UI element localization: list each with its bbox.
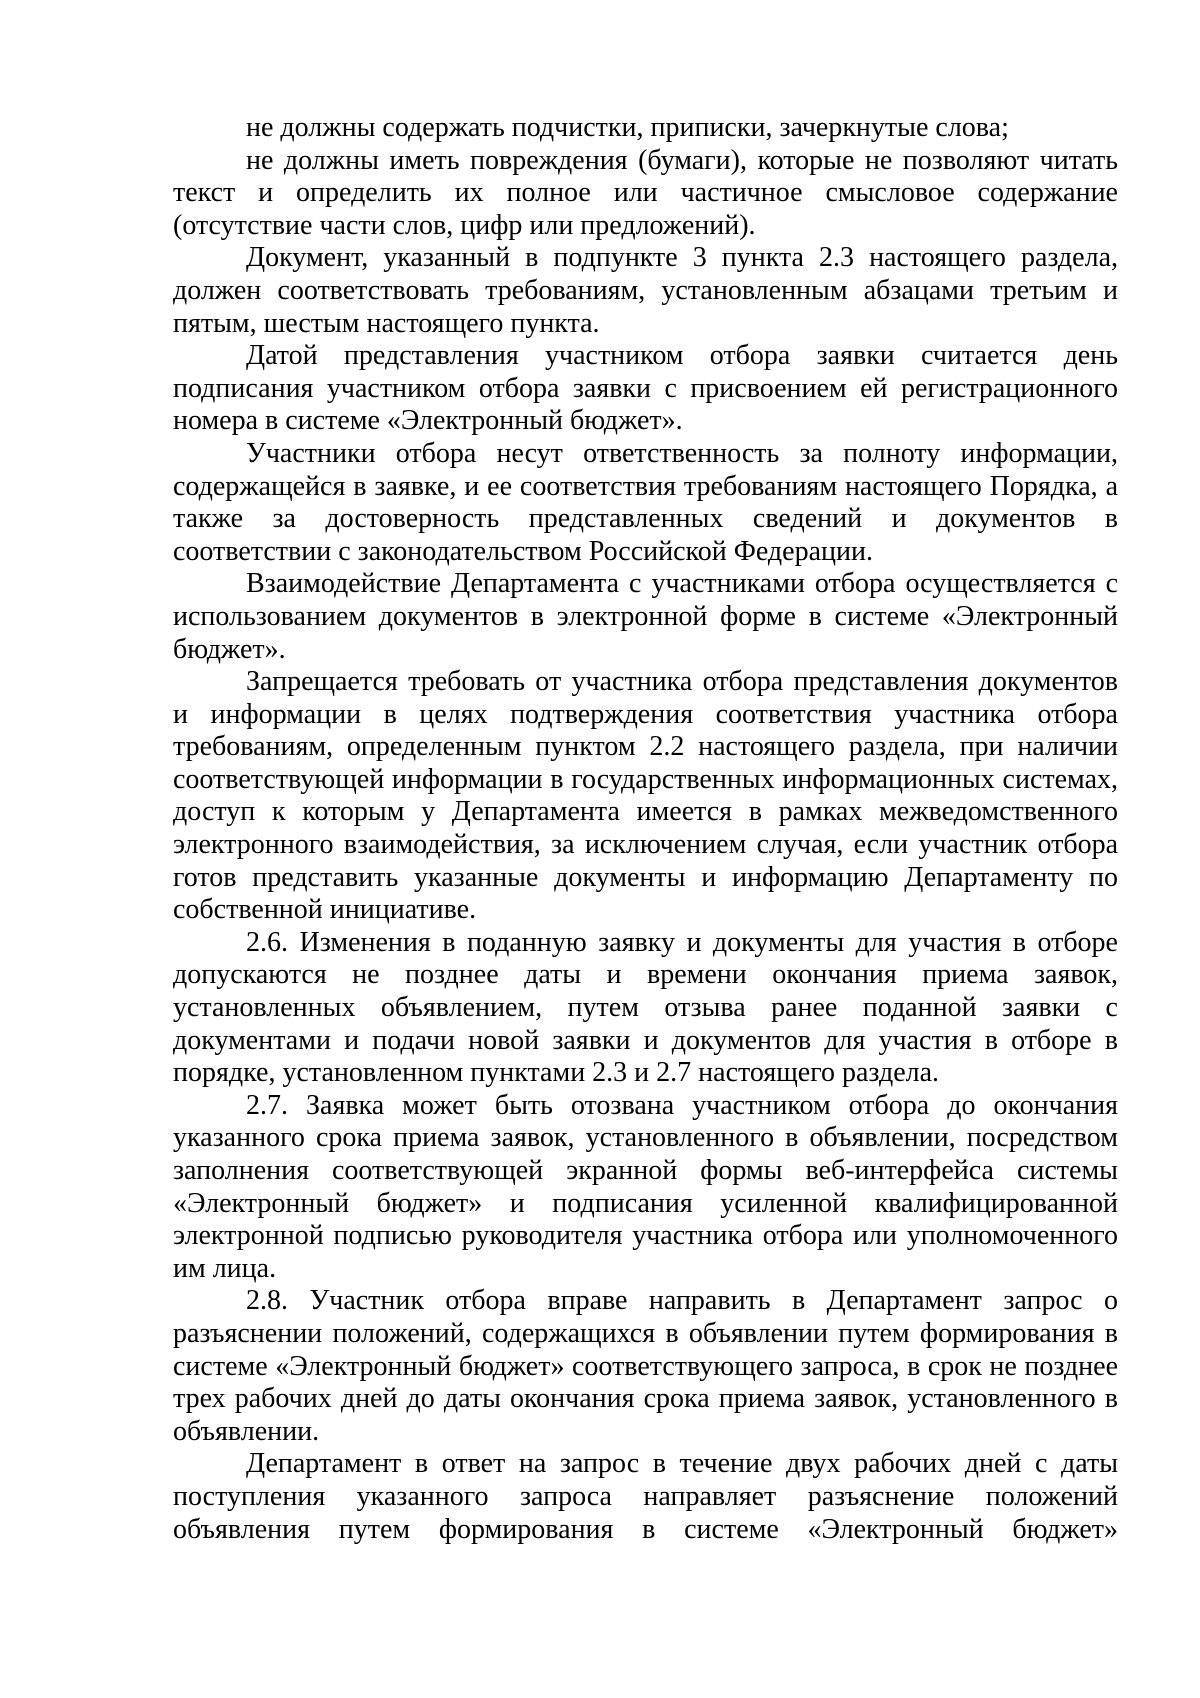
paragraph: Взаимодействие Департамента с участниками отбора осуществляется с использованием документов в электронной форме в системе «Электронный бюджет».	[173, 568, 1118, 665]
section-2-8-paragraph: 2.8. Участник отбора вправе направить в Департамент запрос о разъяснении положений, содержащихся в объявлении путем формирования в системе «Электронный бюджет» соответствующего запроса, в срок не позднее трех рабочих дней до даты окончания срока приема заявок, установленного в объявлении.	[173, 1285, 1118, 1447]
paragraph: Запрещается требовать от участника отбора представления документов и информации в целях подтверждения соответствия участника отбора требованиям, определенным пунктом 2.2 настоящего раздела, при наличии соответствующей информации в государственных информационных системах, доступ к которым у Департамента имеется в рамках межведомственного электронного взаимодействия, за исключением случая, если участник отбора готов представить указанные документы и информацию Департаменту по собственной инициативе.	[173, 666, 1118, 926]
paragraph: Участники отбора несут ответственность за полноту информации, содержащейся в заявке, и ее соответствия требованиям настоящего Порядка, а также за достоверность представленных сведений и документов в соответствии с законодательством Российской Федерации.	[173, 437, 1118, 567]
document-body	[173, 112, 1118, 1546]
paragraph: не должны иметь повреждения (бумаги), которые не позволяют читать текст и определить их полное или частичное смысловое содержание (отсутствие части слов, цифр или предложений).	[173, 144, 1118, 241]
paragraph: Документ, указанный в подпункте 3 пункта 2.3 настоящего раздела, должен соответствовать требованиям, установленным абзацами третьим и пятым, шестым настоящего пункта.	[173, 242, 1118, 339]
section-2-7-paragraph: 2.7. Заявка может быть отозвана участником отбора до окончания указанного срока приема заявок, установленного в объявлении, посредством заполнения соответствующей экранной формы веб-интерфейса системы «Электронный бюджет» и подписания усиленной квалифицированной электронной подписью руководителя участника отбора или уполномоченного им лица.	[173, 1089, 1118, 1284]
paragraph: Департамент в ответ на запрос в течение двух рабочих дней с даты поступления указанного запроса направляет разъяснение положений объявления путем формирования в системе «Электронный бюджет»	[173, 1448, 1118, 1545]
paragraph: не должны содержать подчистки, приписки, зачеркнутые слова;	[246, 112, 1009, 143]
section-2-6-paragraph: 2.6. Изменения в поданную заявку и документы для участия в отборе допускаются не позднее даты и времени окончания приема заявок, установленных объявлением, путем отзыва ранее поданной заявки с документами и подачи новой заявки и документов для участия в отборе в порядке, установленном пунктами 2.3 и 2.7 настоящего раздела.	[173, 926, 1118, 1089]
paragraph: Датой представления участником отбора заявки считается день подписания участником отбора заявки с присвоением ей регистрационного номера в системе «Электронный бюджет».	[173, 340, 1118, 437]
